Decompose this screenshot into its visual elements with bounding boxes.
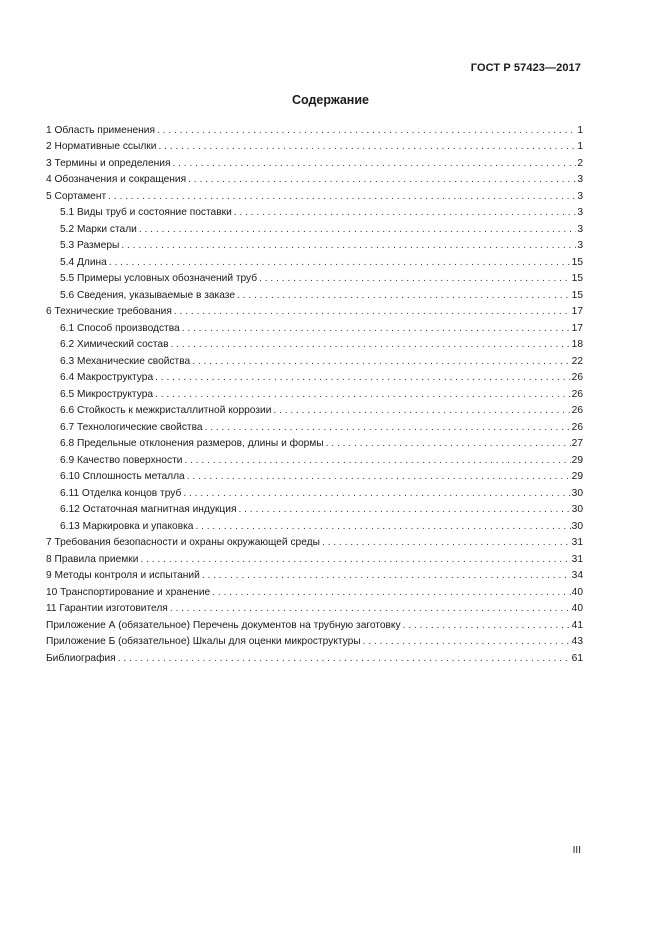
- toc-entry-page: 15: [571, 289, 583, 301]
- toc-entry-page: 31: [571, 553, 583, 565]
- toc-entry-page: 17: [571, 322, 583, 334]
- toc-entry-title: 1 Область применения: [46, 124, 155, 136]
- toc-entry: [46, 549, 583, 566]
- toc-entry-page: 3: [577, 190, 583, 202]
- toc-entry: [46, 120, 583, 137]
- toc-entry-title: 5 Сортамент: [46, 190, 107, 202]
- toc-entry-page: 31: [571, 537, 583, 548]
- toc-entry-title: 6.10 Сплошность металла: [60, 471, 185, 482]
- toc-entry: [46, 285, 583, 302]
- toc-entry-title: 5.2 Марки стали: [60, 223, 137, 235]
- toc-entry-page: 29: [571, 471, 583, 482]
- toc-entry: [46, 203, 583, 220]
- table-of-contents: [46, 120, 583, 665]
- toc-entry-title: 6.12 Остаточная магнитная индукция: [60, 504, 237, 515]
- toc-entry-title: 6 Технические требования: [46, 306, 172, 317]
- toc-entry-page: 22: [571, 355, 583, 367]
- toc-entry-title: 11 Гарантии изготовителя: [46, 603, 168, 614]
- toc-entry: [46, 186, 583, 203]
- toc-leader-dots: [238, 504, 570, 516]
- toc-entry: [46, 236, 583, 253]
- toc-leader-dots: [184, 455, 570, 467]
- toc-entry: [46, 269, 583, 286]
- toc-entry: [46, 516, 583, 533]
- toc-entry-page: 15: [571, 256, 583, 268]
- toc-leader-dots: [170, 603, 571, 615]
- toc-entry-page: 2: [577, 157, 583, 169]
- toc-leader-dots: [155, 389, 571, 401]
- toc-entry: [46, 483, 583, 500]
- toc-leader-dots: [109, 257, 571, 269]
- toc-entry: [46, 582, 583, 599]
- toc-leader-dots: [237, 290, 571, 302]
- toc-leader-dots: [273, 405, 570, 417]
- toc-entry-page: 40: [571, 603, 583, 614]
- document-code: ГОСТ Р 57423—2017: [470, 62, 581, 74]
- toc-entry-page: 61: [571, 652, 583, 664]
- toc-leader-dots: [171, 339, 571, 351]
- toc-entry-page: 34: [571, 570, 583, 581]
- toc-leader-dots: [140, 554, 570, 566]
- toc-entry-page: 30: [571, 504, 583, 515]
- page-number: III: [572, 845, 581, 856]
- toc-leader-dots: [172, 158, 576, 170]
- toc-entry-page: 27: [571, 438, 583, 449]
- toc-entry-page: 17: [571, 306, 583, 317]
- toc-entry-page: 15: [571, 273, 583, 284]
- toc-entry: [46, 137, 583, 154]
- toc-entry: [46, 599, 583, 616]
- toc-leader-dots: [205, 422, 571, 434]
- toc-entry: [46, 170, 583, 187]
- toc-entry-title: 8 Правила приемки: [46, 553, 139, 565]
- toc-entry-title: Библиография: [46, 652, 116, 664]
- toc-leader-dots: [121, 240, 576, 252]
- toc-entry-page: 30: [571, 520, 583, 532]
- toc-leader-dots: [182, 323, 571, 335]
- toc-entry: [46, 632, 583, 649]
- toc-entry-title: 6.8 Предельные отклонения размеров, длины и формы: [60, 438, 324, 449]
- toc-entry-page: 18: [571, 339, 583, 350]
- toc-entry: [46, 219, 583, 236]
- toc-entry: [46, 335, 583, 352]
- toc-entry-title: 7 Требования безопасности и охраны окружающей среды: [46, 537, 320, 548]
- toc-leader-dots: [212, 587, 570, 599]
- toc-entry: [46, 533, 583, 550]
- toc-leader-dots: [108, 191, 576, 203]
- toc-leader-dots: [192, 356, 570, 368]
- toc-leader-dots: [188, 174, 576, 186]
- toc-entry-page: 29: [571, 454, 583, 466]
- toc-entry-title: 10 Транспортирование и хранение: [46, 586, 211, 598]
- toc-entry-title: 6.1 Способ производства: [60, 322, 180, 334]
- toc-entry-title: 4 Обозначения и сокращения: [46, 174, 187, 185]
- toc-entry-page: 26: [571, 388, 583, 400]
- toc-entry-page: 3: [577, 174, 583, 185]
- toc-entry: [46, 318, 583, 335]
- toc-entry-title: 5.5 Примеры условных обозначений труб: [60, 273, 258, 284]
- toc-entry: [46, 368, 583, 385]
- toc-entry: [46, 500, 583, 517]
- toc-entry-page: 26: [571, 405, 583, 416]
- toc-entry-page: 41: [571, 619, 583, 631]
- toc-entry-title: 6.5 Микроструктура: [60, 388, 154, 400]
- toc-entry-page: 43: [571, 636, 583, 647]
- toc-entry: [46, 450, 583, 467]
- toc-entry: [46, 302, 583, 319]
- toc-entry: [46, 417, 583, 434]
- toc-entry-page: 1: [577, 124, 583, 136]
- toc-entry-title: 6.2 Химический состав: [60, 339, 169, 350]
- toc-leader-dots: [195, 521, 570, 533]
- toc-leader-dots: [234, 207, 577, 219]
- toc-entry-page: 30: [571, 487, 583, 499]
- toc-leader-dots: [155, 372, 571, 384]
- toc-entry-title: 9 Методы контроля и испытаний: [46, 570, 200, 581]
- toc-leader-dots: [157, 125, 576, 137]
- toc-leader-dots: [259, 273, 571, 285]
- toc-entry-page: 3: [577, 223, 583, 235]
- toc-leader-dots: [139, 224, 576, 236]
- toc-entry: [46, 252, 583, 269]
- toc-leader-dots: [202, 570, 571, 582]
- toc-entry-title: 5.6 Сведения, указываемые в заказе: [60, 289, 235, 301]
- toc-entry-title: 5.3 Размеры: [60, 240, 120, 251]
- toc-entry-title: 6.7 Технологические свойства: [60, 421, 203, 433]
- toc-entry-page: 3: [577, 240, 583, 251]
- toc-entry-title: 2 Нормативные ссылки: [46, 141, 157, 152]
- toc-leader-dots: [183, 488, 570, 500]
- toc-leader-dots: [363, 636, 571, 648]
- toc-entry-title: 3 Термины и определения: [46, 157, 171, 169]
- toc-leader-dots: [403, 620, 571, 632]
- toc-entry: [46, 648, 583, 665]
- toc-entry: [46, 153, 583, 170]
- toc-entry-title: 6.3 Механические свойства: [60, 355, 191, 367]
- toc-title: Содержание: [291, 93, 369, 107]
- toc-leader-dots: [326, 438, 571, 450]
- toc-entry-title: 6.6 Стойкость к межкристаллитной коррозии: [60, 405, 272, 416]
- toc-entry-title: 5.4 Длина: [60, 256, 107, 268]
- toc-entry: [46, 401, 583, 418]
- toc-entry-page: 1: [577, 141, 583, 152]
- toc-entry: [46, 351, 583, 368]
- toc-leader-dots: [322, 537, 571, 549]
- toc-entry-title: 6.4 Макроструктура: [60, 372, 154, 383]
- toc-leader-dots: [187, 471, 571, 483]
- toc-entry: [46, 615, 583, 632]
- toc-leader-dots: [174, 306, 571, 318]
- toc-entry-title: Приложение А (обязательное) Перечень документов на трубную заготовку: [46, 619, 401, 631]
- toc-entry-title: Приложение Б (обязательное) Шкалы для оценки микроструктуры: [46, 636, 361, 647]
- toc-entry-title: 6.11 Отделка концов труб: [60, 487, 182, 499]
- toc-entry: [46, 566, 583, 583]
- toc-entry-page: 26: [571, 372, 583, 383]
- toc-entry-page: 3: [577, 207, 583, 218]
- toc-entry-title: 6.13 Маркировка и упаковка: [60, 520, 194, 532]
- toc-entry: [46, 434, 583, 451]
- toc-entry-title: 6.9 Качество поверхности: [60, 454, 183, 466]
- toc-entry-page: 26: [571, 421, 583, 433]
- toc-entry-page: 40: [571, 586, 583, 598]
- toc-entry: [46, 467, 583, 484]
- toc-entry: [46, 384, 583, 401]
- toc-entry-title: 5.1 Виды труб и состояние поставки: [60, 207, 232, 218]
- toc-leader-dots: [118, 653, 571, 665]
- toc-leader-dots: [158, 141, 576, 153]
